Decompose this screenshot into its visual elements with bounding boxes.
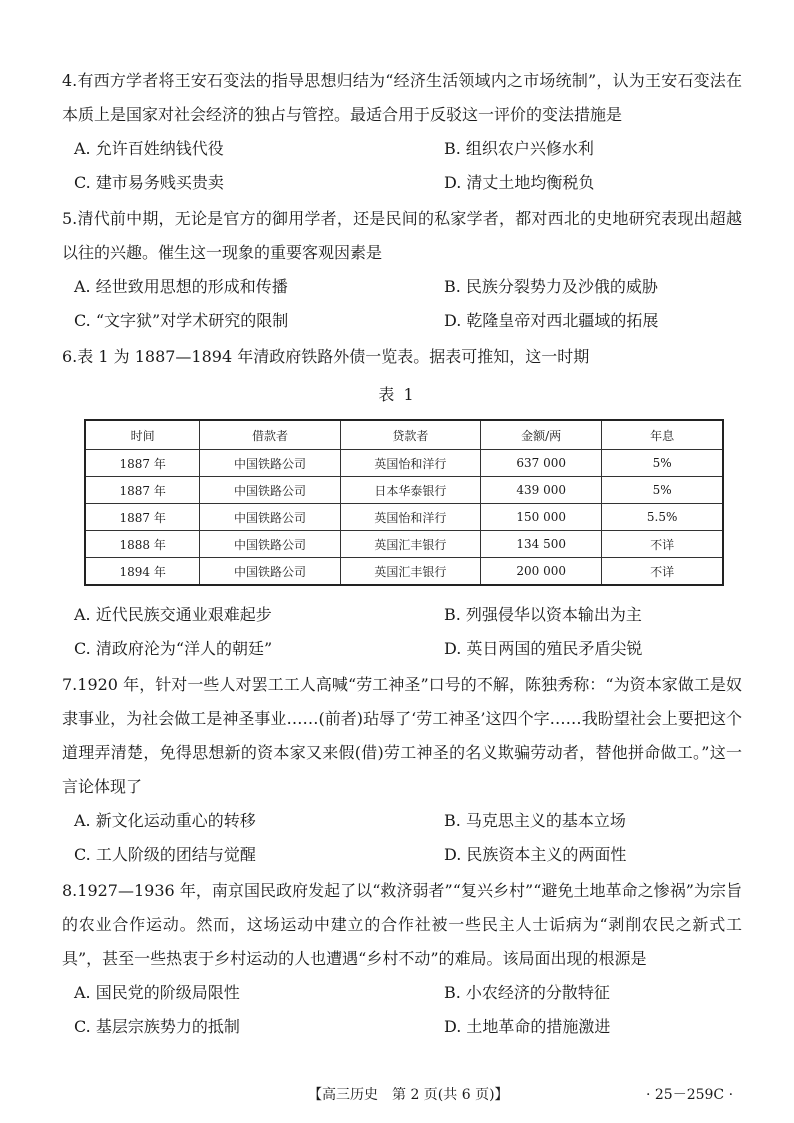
option-d: D. 英日两国的殖民矛盾尖锐 bbox=[444, 639, 643, 658]
table-cell: 英国怡和洋行 bbox=[340, 450, 480, 477]
option-c: C. “文字狱”对学术研究的限制 bbox=[74, 311, 289, 330]
option-c: C. 工人阶级的团结与觉醒 bbox=[74, 845, 256, 864]
table-cell: 150 000 bbox=[481, 504, 602, 531]
question-stem: 4.有西方学者将王安石变法的指导思想归结为“经济生活领域内之市场统制”，认为王安石变法在本质上是国家对社会经济的独占与管控。最适合用于反驳这一评价的变法措施是 bbox=[62, 71, 742, 124]
options bbox=[62, 270, 742, 338]
options bbox=[62, 804, 742, 872]
table-cell: 439 000 bbox=[481, 477, 602, 504]
options bbox=[62, 132, 742, 200]
option-c: C. 建市易务贱买贵卖 bbox=[74, 173, 224, 192]
table-row bbox=[85, 504, 723, 531]
column-header: 金额/两 bbox=[481, 420, 602, 450]
column-header: 年息 bbox=[602, 420, 723, 450]
exam-code: · 25－259C · bbox=[646, 1087, 734, 1103]
question-7 bbox=[62, 668, 742, 872]
table-cell: 134 500 bbox=[481, 531, 602, 558]
railway-loan-table bbox=[84, 419, 724, 586]
question-stem: 8.1927—1936 年，南京国民政府发起了以“救济弱者”“复兴乡村”“避免土地革命之惨祸”为宗旨的农业合作运动。然而，这场运动中建立的合作社被一些民主人士诟病为“剥削农民之新式工具”，甚至一些热衷于乡村运动的人也遭遇“乡村不动”的难局。该局面出现的根源是 bbox=[62, 881, 742, 968]
option-a: A. 经世致用思想的形成和传播 bbox=[74, 277, 288, 296]
question-6-options bbox=[62, 598, 742, 666]
table-cell: 不详 bbox=[602, 531, 723, 558]
question-stem: 6.表 1 为 1887—1894 年清政府铁路外债一览表。据表可推知，这一时期 bbox=[62, 347, 590, 366]
question-stem: 5.清代前中期，无论是官方的御用学者，还是民间的私家学者，都对西北的史地研究表现出超越以往的兴趣。催生这一现象的重要客观因素是 bbox=[62, 209, 742, 262]
table-row bbox=[85, 477, 723, 504]
table-cell: 637 000 bbox=[481, 450, 602, 477]
question-6 bbox=[62, 340, 742, 374]
option-a: A. 国民党的阶级局限性 bbox=[74, 983, 240, 1002]
table-row bbox=[85, 450, 723, 477]
table-cell: 5.5% bbox=[602, 504, 723, 531]
table-cell: 中国铁路公司 bbox=[200, 477, 340, 504]
option-d: D. 民族资本主义的两面性 bbox=[444, 845, 627, 864]
table-cell: 1887 年 bbox=[85, 450, 200, 477]
table-cell: 1888 年 bbox=[85, 531, 200, 558]
option-b: B. 民族分裂势力及沙俄的威胁 bbox=[444, 277, 658, 296]
table-cell: 1887 年 bbox=[85, 504, 200, 531]
table-cell: 中国铁路公司 bbox=[200, 504, 340, 531]
option-b: B. 列强侵华以资本输出为主 bbox=[444, 605, 642, 624]
question-4 bbox=[62, 64, 742, 200]
table-cell: 1894 年 bbox=[85, 558, 200, 586]
option-c: C. 清政府沦为“洋人的朝廷” bbox=[74, 639, 273, 658]
option-b: B. 小农经济的分散特征 bbox=[444, 983, 610, 1002]
option-a: A. 允许百姓纳钱代役 bbox=[74, 139, 224, 158]
column-header: 贷款者 bbox=[340, 420, 480, 450]
table-cell: 中国铁路公司 bbox=[200, 558, 340, 586]
option-d: D. 清丈土地均衡税负 bbox=[444, 173, 595, 192]
question-8 bbox=[62, 874, 742, 1044]
column-header: 时间 bbox=[85, 420, 200, 450]
table-cell: 英国怡和洋行 bbox=[340, 504, 480, 531]
question-5 bbox=[62, 202, 742, 338]
table-header-row bbox=[85, 420, 723, 450]
table-row bbox=[85, 531, 723, 558]
options bbox=[62, 976, 742, 1044]
table-cell: 日本华泰银行 bbox=[340, 477, 480, 504]
table-cell: 中国铁路公司 bbox=[200, 531, 340, 558]
table-cell: 英国汇丰银行 bbox=[340, 558, 480, 586]
option-c: C. 基层宗族势力的抵制 bbox=[74, 1017, 240, 1036]
table-row bbox=[85, 558, 723, 586]
option-d: D. 土地革命的措施激进 bbox=[444, 1017, 611, 1036]
options bbox=[62, 598, 742, 666]
table-cell: 5% bbox=[602, 450, 723, 477]
table-cell: 5% bbox=[602, 477, 723, 504]
option-a: A. 新文化运动重心的转移 bbox=[74, 811, 256, 830]
table-cell: 英国汇丰银行 bbox=[340, 531, 480, 558]
option-a: A. 近代民族交通业艰难起步 bbox=[74, 605, 272, 624]
page-number: 【高三历史 第 2 页(共 6 页)】 bbox=[308, 1087, 509, 1103]
table-cell: 1887 年 bbox=[85, 477, 200, 504]
question-stem: 7.1920 年，针对一些人对罢工工人高喊“劳工神圣”口号的不解，陈独秀称：“为资本家做工是奴隶事业，为社会做工是神圣事业……(前者)玷辱了‘劳工神圣’这四个字……我盼望社会上要把这个道理弄清楚，免得思想新的资本家又来假(借)劳工神圣的名义欺骗劳动者，替他拼命做工。”这一言论体现了 bbox=[62, 675, 742, 796]
table-cell: 中国铁路公司 bbox=[200, 450, 340, 477]
table-cell: 不详 bbox=[602, 558, 723, 586]
option-b: B. 马克思主义的基本立场 bbox=[444, 811, 626, 830]
table-cell: 200 000 bbox=[481, 558, 602, 586]
option-b: B. 组织农户兴修水利 bbox=[444, 139, 594, 158]
column-header: 借款者 bbox=[200, 420, 340, 450]
option-d: D. 乾隆皇帝对西北疆域的拓展 bbox=[444, 311, 659, 330]
table-caption: 表 1 bbox=[378, 385, 416, 404]
